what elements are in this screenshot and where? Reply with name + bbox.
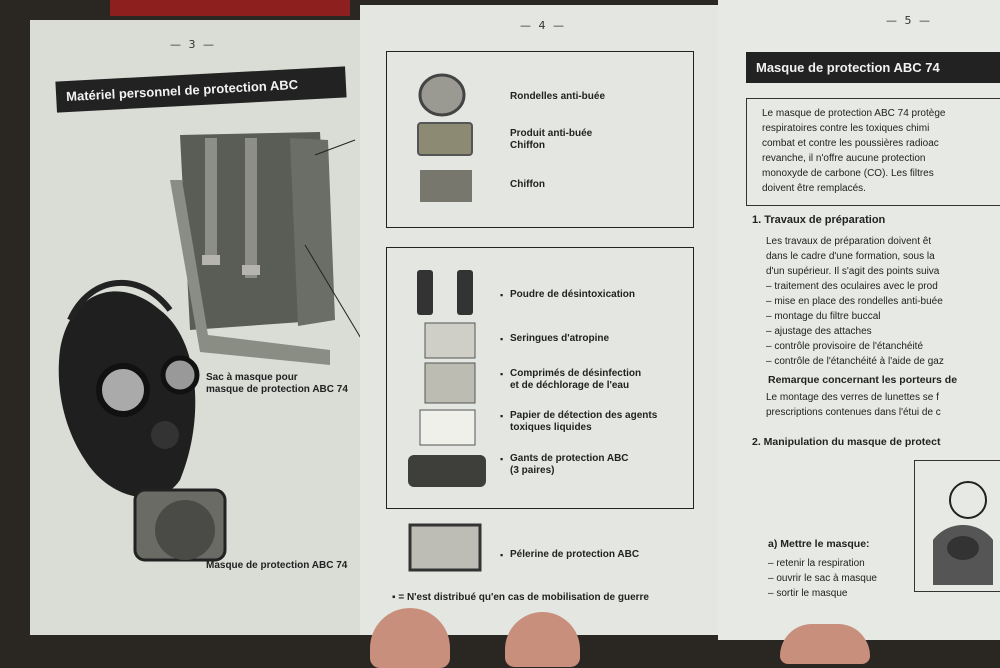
section-1-line-7: – ajustage des attaches [766,326,872,337]
detection-paper-label [510,410,657,434]
remark-line-1: Le montage des verres de lunettes se f [766,392,939,403]
mobilisation-items-illustration [360,5,720,635]
disinfection-tablets-line-2: et de déchlorage de l'eau [510,380,630,391]
disinfection-tablets-label [510,368,641,392]
section-1-line-9: – contrôle de l'étanchéité à l'aide de gaz [766,356,944,367]
bag-caption-line-2: masque de protection ABC 74 [206,384,348,395]
remark-title: Remarque concernant les porteurs de [768,374,958,386]
intro-line-3: combat et contre les poussières radioac [762,138,939,149]
step-a-item-2: – ouvrir le sac à masque [768,573,877,584]
background-strip [110,0,350,16]
gloves-line-1: Gants de protection ABC [510,453,629,464]
bullet-4: ▪ [500,411,504,421]
section-1-line-2: dans le cadre d'une formation, sous la [766,251,935,262]
detection-paper-line-2: toxiques liquides [510,422,592,433]
page-3 [30,20,365,635]
antifog-rings-label: Rondelles anti-buée [510,91,606,102]
footnote: ▪ = N'est distribué qu'en cas de mobilisation de guerre [392,592,649,603]
intro-line-2: respiratoires contre les toxiques chimi [762,123,930,134]
page-4 [360,5,720,635]
bag-caption-line-1: Sac à masque pour [206,372,298,383]
decontamination-powder-label: Poudre de désintoxication [510,289,636,300]
bullet-2: ▪ [500,334,504,344]
cloth-label-2: Chiffon [510,179,545,190]
page-number: — 5 — [886,14,932,27]
antifog-product-label: Produit anti-buée [510,128,593,139]
bullet-6: ▪ [500,550,504,560]
atropine-syringes-label: Seringues d'atropine [510,333,610,344]
gloves-label [510,453,629,477]
section-1-line-3: d'un supérieur. Il s'agit des points suiva [766,266,940,277]
section-2-title: 2. Manipulation du masque de protect [752,436,941,448]
section-1-line-5: – mise en place des rondelles anti-buée [766,296,943,307]
section-1-title: 1. Travaux de préparation [752,214,886,226]
page-title-banner: Masque de protection ABC 74 [746,52,1000,83]
page-number: — 3 — [170,38,216,51]
bullet-5: ▪ [500,454,504,464]
pelerine-label: Pélerine de protection ABC [510,549,640,560]
gas-mask-illustration [30,20,365,635]
intro-line-4: revanche, il n'offre aucune protection [762,153,926,164]
page-5 [718,0,1000,640]
disinfection-tablets-line-1: Comprimés de désinfection [510,368,642,379]
finger-right [780,624,870,664]
intro-line-1: Le masque de protection ABC 74 protège [762,108,946,119]
intro-line-5: monoxyde de carbone (CO). Les filtres [762,168,934,179]
page-title-banner: Matériel personnel de protection ABC [55,66,346,112]
section-1-line-1: Les travaux de préparation doivent êt [766,236,932,247]
intro-line-6: doivent être remplacés. [762,183,866,194]
step-a-title: a) Mettre le masque: [768,538,870,550]
step-a-item-1: – retenir la respiration [768,558,865,569]
page-number: — 4 — [520,19,566,32]
step-a-item-3: – sortir le masque [768,588,848,599]
cloth-label-1: Chiffon [510,140,545,151]
detection-paper-line-1: Papier de détection des agents [510,410,658,421]
bullet-1: ▪ [500,290,504,300]
section-1-line-4: – traitement des oculaires avec le prod [766,281,938,292]
mask-caption: Masque de protection ABC 74 [206,560,348,571]
bullet-3: ▪ [500,369,504,379]
remark-line-2: prescriptions contenues dans l'étui de c [766,407,941,418]
section-1-line-8: – contrôle provisoire de l'étanchéité [766,341,924,352]
gloves-line-2: (3 paires) [510,465,555,476]
section-1-line-6: – montage du filtre buccal [766,311,881,322]
